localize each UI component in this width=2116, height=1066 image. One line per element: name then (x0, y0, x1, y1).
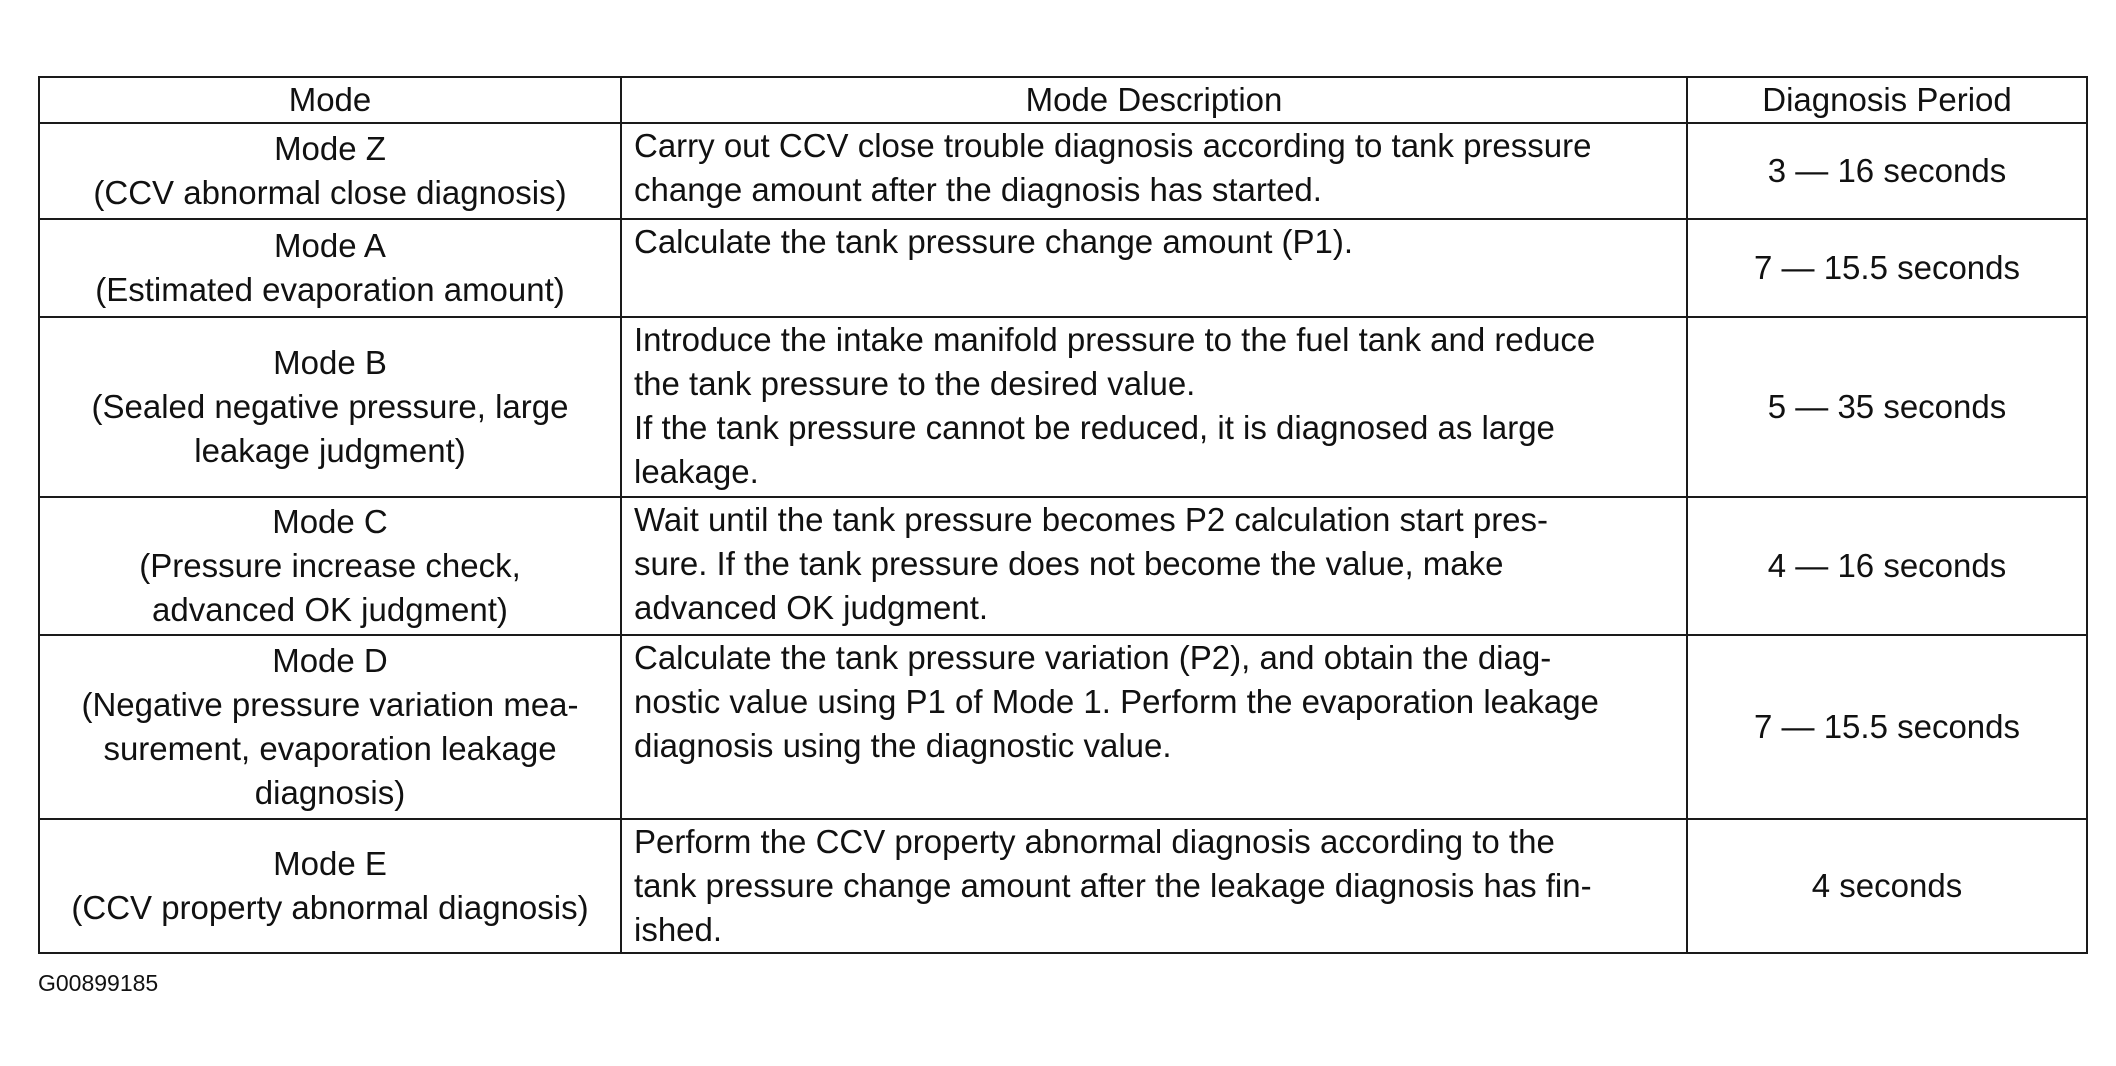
description-cell (621, 819, 1687, 953)
table-row (39, 819, 2087, 953)
period-cell: 5 — 35 seconds (1687, 317, 2087, 497)
description-line: tank pressure change amount after the leakage diagnosis has fin- (634, 867, 1592, 904)
description-line: Wait until the tank pressure becomes P2 calculation start pres- (634, 501, 1549, 538)
table-row (39, 219, 2087, 317)
description-line: the tank pressure to the desired value. (634, 365, 1196, 402)
mode-subtitle: (Sealed negative pressure, large (91, 388, 569, 425)
mode-subtitle: leakage judgment) (194, 432, 466, 469)
header-mode: Mode (39, 77, 621, 123)
description-line: nostic value using P1 of Mode 1. Perform the evaporation leakage (634, 683, 1599, 720)
description-cell (621, 497, 1687, 635)
table-row (39, 635, 2087, 819)
description-line: ished. (634, 911, 723, 948)
period-cell: 7 — 15.5 seconds (1687, 219, 2087, 317)
mode-subtitle: (Pressure increase check, (139, 547, 521, 584)
description-line: advanced OK judgment. (634, 589, 989, 626)
mode-name: Mode Z (274, 130, 386, 167)
description-cell (621, 635, 1687, 819)
description-line: leakage. (634, 453, 759, 490)
description-line: sure. If the tank pressure does not become the value, make (634, 545, 1504, 582)
description-cell (621, 219, 1687, 317)
mode-subtitle: (Estimated evaporation amount) (95, 271, 565, 308)
mode-name: Mode D (272, 642, 388, 679)
mode-name: Mode E (273, 845, 387, 882)
description-line: Introduce the intake manifold pressure to the fuel tank and reduce (634, 321, 1596, 358)
mode-cell (39, 219, 621, 317)
description-line: Carry out CCV close trouble diagnosis according to tank pressure (634, 127, 1592, 164)
description-line: diagnosis using the diagnostic value. (634, 727, 1172, 764)
table-row (39, 123, 2087, 219)
mode-subtitle: surement, evaporation leakage (103, 730, 557, 767)
period-cell: 4 — 16 seconds (1687, 497, 2087, 635)
header-mode-description: Mode Description (621, 77, 1687, 123)
mode-name: Mode A (274, 227, 386, 264)
period-cell: 7 — 15.5 seconds (1687, 635, 2087, 819)
header-row (39, 77, 2087, 123)
table-row (39, 317, 2087, 497)
mode-cell (39, 123, 621, 219)
mode-cell (39, 635, 621, 819)
mode-subtitle: (CCV abnormal close diagnosis) (93, 174, 567, 211)
header-diagnosis-period: Diagnosis Period (1687, 77, 2087, 123)
description-cell (621, 317, 1687, 497)
period-cell: 4 seconds (1687, 819, 2087, 953)
description-line: change amount after the diagnosis has started. (634, 171, 1322, 208)
mode-subtitle: (Negative pressure variation mea- (81, 686, 579, 723)
mode-name: Mode C (272, 503, 388, 540)
figure-id: G00899185 (38, 970, 159, 996)
table-row (39, 497, 2087, 635)
description-line: Calculate the tank pressure change amount (P1). (634, 223, 1354, 260)
description-cell (621, 123, 1687, 219)
mode-name: Mode B (273, 344, 387, 381)
description-line: Calculate the tank pressure variation (P2), and obtain the diag- (634, 639, 1552, 676)
mode-cell (39, 819, 621, 953)
period-cell: 3 — 16 seconds (1687, 123, 2087, 219)
diagnosis-table (38, 76, 2088, 954)
mode-cell (39, 497, 621, 635)
description-line: If the tank pressure cannot be reduced, it is diagnosed as large (634, 409, 1555, 446)
mode-cell (39, 317, 621, 497)
mode-subtitle: diagnosis) (254, 774, 406, 811)
mode-subtitle: advanced OK judgment) (152, 591, 508, 628)
description-line: Perform the CCV property abnormal diagnosis according to the (634, 823, 1555, 860)
mode-subtitle: (CCV property abnormal diagnosis) (71, 889, 589, 926)
